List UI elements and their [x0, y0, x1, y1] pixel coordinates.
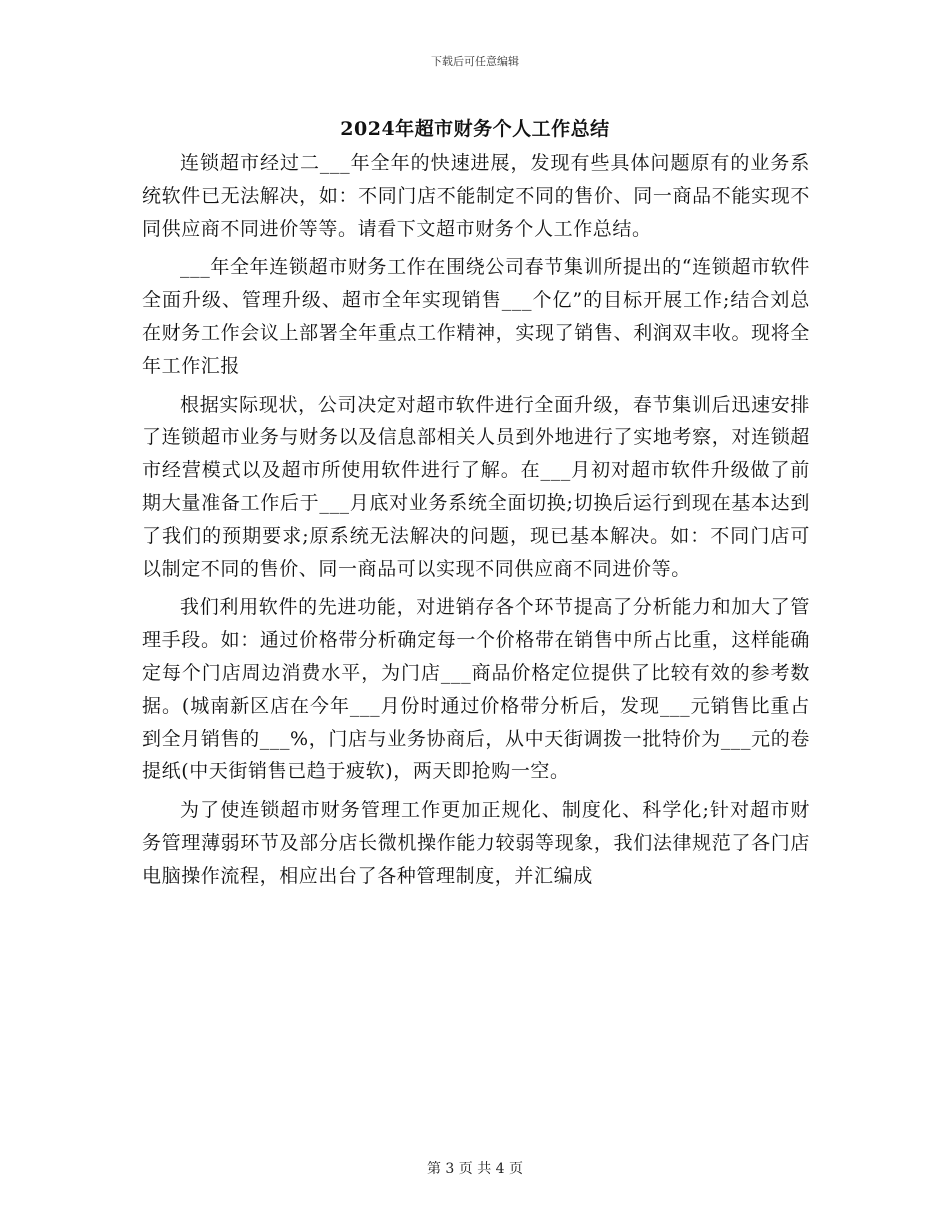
paragraph-5: 为了使连锁超市财务管理工作更加正规化、制度化、科学化;针对超市财务管理薄弱环节及部分店长微机操作能力较弱等现象，我们法律规范了各门店电脑操作流程，相应出台了各种管理制度，并汇编成	[142, 799, 810, 887]
header-note: 下载后可任意编辑	[431, 55, 519, 68]
paragraph-3: 根据实际现状，公司决定对超市软件进行全面升级，春节集训后迅速安排了连锁超市业务与财务以及信息部相关人员到外地进行了实地考察，对连锁超市经营模式以及超市所使用软件进行了解。在___月初对超市软件升级做了前期大量准备工作后于___月底对业务系统全面切换;切换后运行到现在基本达到了我们的预期要求;原系统无法解决的问题，现已基本解决。如：不同门店可以制定不同的售价、同一商品可以实现不同供应商不同进价等。	[142, 393, 810, 580]
document-body	[142, 147, 810, 899]
paragraph-2: ___年全年连锁超市财务工作在围绕公司春节集训所提出的“连锁超市软件全面升级、管理升级、超市全年实现销售___个亿”的目标开展工作;结合刘总在财务工作会议上部署全年重点工作精神，实现了销售、利润双丰收。现将全年工作汇报	[142, 256, 810, 377]
page-number-footer: 第 3 页 共 4 页	[426, 1161, 524, 1177]
paragraph-1: 连锁超市经过二___年全年的快速进展，发现有些具体问题原有的业务系统软件已无法解决，如：不同门店不能制定不同的售价、同一商品不能实现不同供应商不同进价等等。请看下文超市财务个人工作总结。	[142, 152, 810, 240]
document-title: 2024年超市财务个人工作总结	[340, 118, 610, 140]
paragraph-4: 我们利用软件的先进功能，对进销存各个环节提高了分析能力和加大了管理手段。如：通过价格带分析确定每一个价格带在销售中所占比重，这样能确定每个门店周边消费水平，为门店___商品价格定位提供了比较有效的参考数据。(城南新区店在今年___月份时通过价格带分析后，发现___元销售比重占到全月销售的___%，门店与业务协商后，从中天街调拨一批特价为___元的卷提纸(中天街销售已趋于疲软)，两天即抢购一空。	[142, 596, 810, 783]
